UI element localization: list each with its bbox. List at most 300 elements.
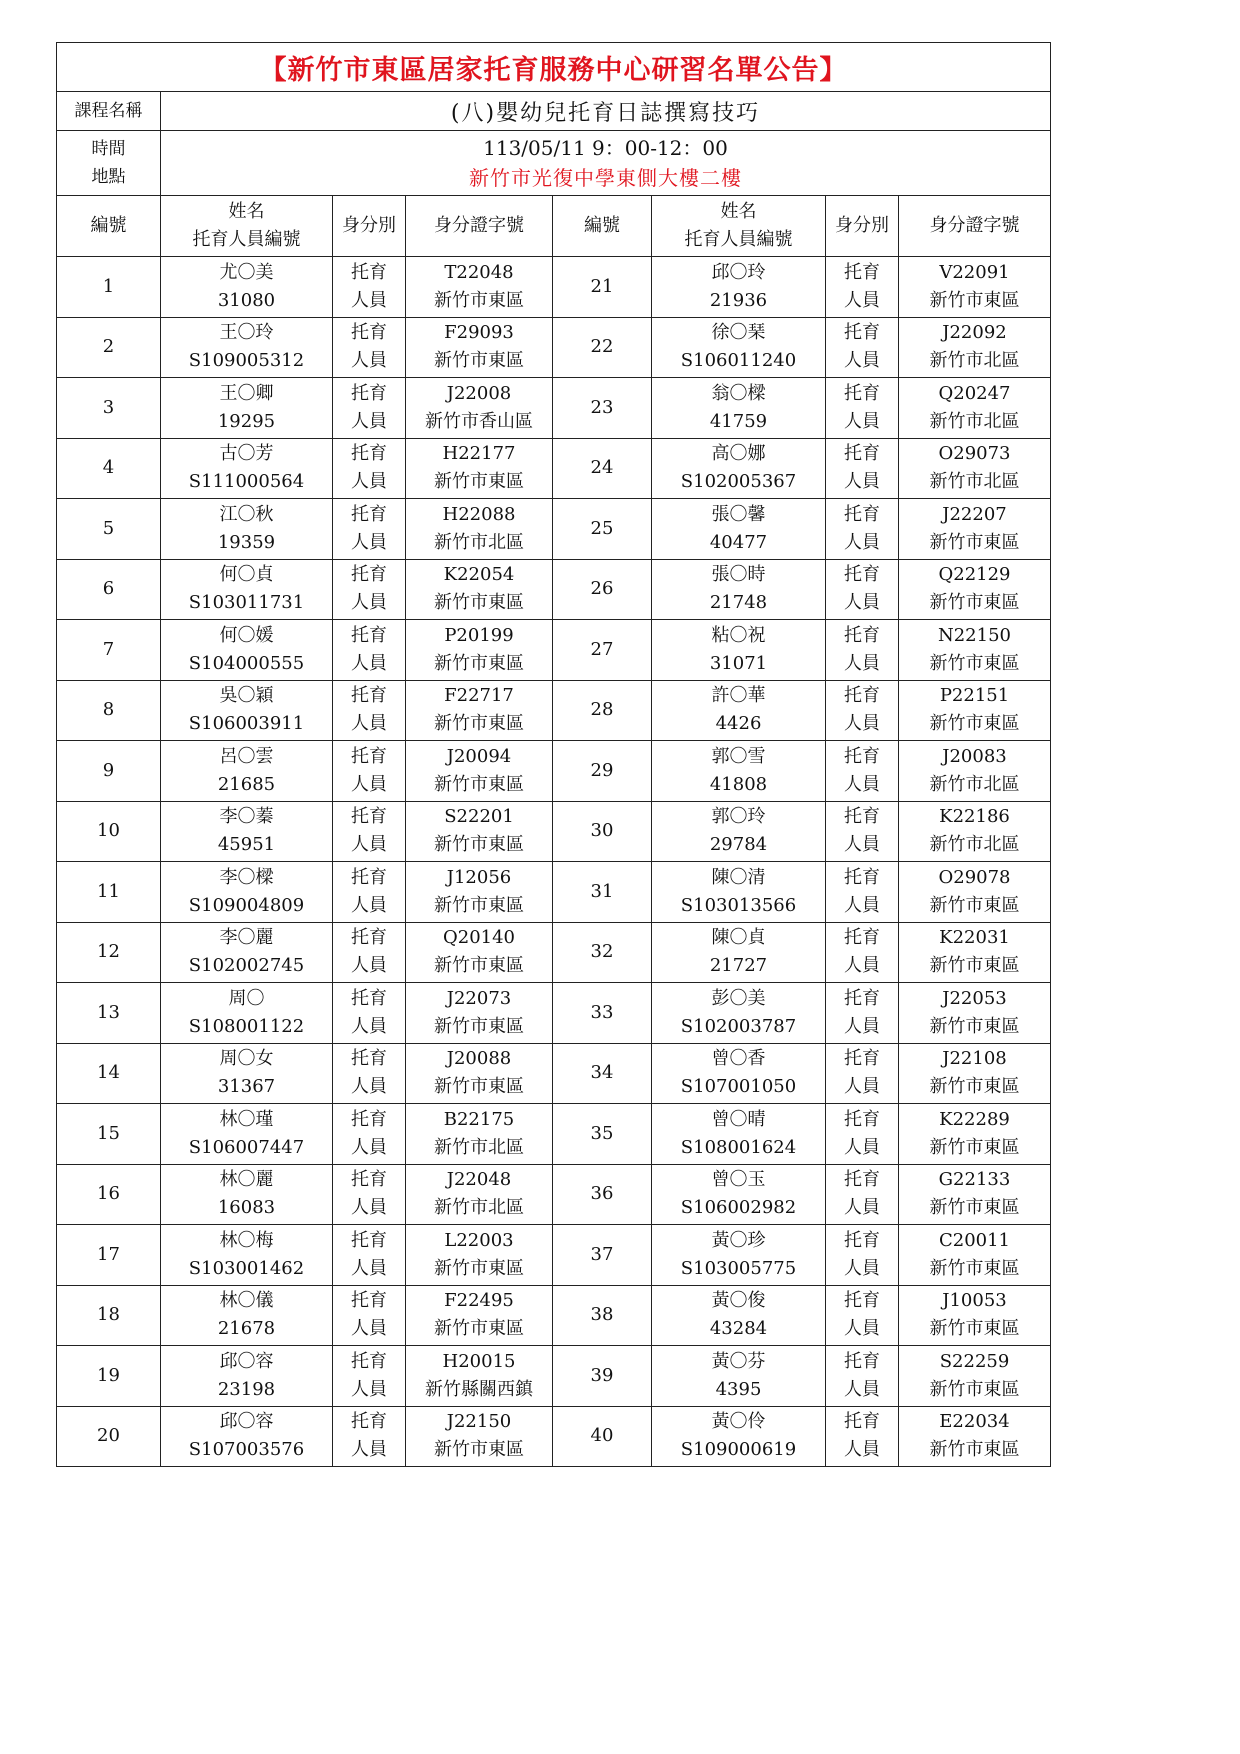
entry-id-cell — [406, 1346, 553, 1407]
entry-number — [57, 257, 161, 318]
entry-identity-cell — [826, 378, 899, 439]
entry-identity-line2: 人員 — [351, 1318, 387, 1340]
table-row — [57, 1043, 1051, 1104]
entry-identity-line2: 人員 — [844, 1378, 880, 1400]
entry-number-text: 4 — [102, 457, 115, 479]
entry-name-cell — [161, 1164, 333, 1225]
entry-number-text: 28 — [590, 699, 614, 721]
entry-id-cell — [406, 1285, 553, 1346]
entry-region: 新竹市東區 — [929, 289, 1020, 311]
header-number-left: 編號 — [57, 196, 161, 257]
entry-number — [57, 741, 161, 802]
entry-staff-id: 16083 — [217, 1197, 276, 1219]
entry-number-text: 37 — [590, 1243, 614, 1265]
entry-identity-line1: 托育 — [844, 1229, 880, 1251]
entry-region: 新竹市東區 — [929, 894, 1020, 916]
entry-identity-line1: 托育 — [351, 1411, 387, 1433]
entry-name-cell — [652, 1285, 826, 1346]
entry-name: 呂〇雲 — [219, 745, 274, 767]
entry-name: 曾〇玉 — [711, 1169, 766, 1191]
entry-identity-line2: 人員 — [351, 410, 387, 432]
entry-identity-line1: 托育 — [351, 987, 387, 1009]
entry-identity-line2: 人員 — [351, 592, 387, 614]
entry-number-text: 10 — [97, 820, 120, 842]
entry-id-code: K22054 — [443, 564, 515, 586]
entry-number-text: 22 — [590, 336, 614, 358]
entry-number-text: 12 — [97, 941, 120, 963]
entry-id-code: J20094 — [446, 745, 512, 767]
entry-name-cell — [652, 1346, 826, 1407]
entry-id-cell — [406, 741, 553, 802]
entry-name: 郭〇玲 — [711, 806, 766, 828]
course-row — [57, 92, 1051, 131]
entry-staff-id: S107003576 — [188, 1439, 305, 1461]
entry-staff-id: 31080 — [217, 289, 276, 311]
table-row — [57, 801, 1051, 862]
entry-identity-line2: 人員 — [351, 773, 387, 795]
entry-name: 徐〇琹 — [711, 322, 766, 344]
entry-number-text: 6 — [102, 578, 115, 600]
time-value: 113/05/11 9：00-12：00 — [483, 136, 728, 160]
table-row — [57, 741, 1051, 802]
entry-id-cell — [899, 1043, 1051, 1104]
entry-identity-cell — [333, 378, 406, 439]
entry-identity-line1: 托育 — [844, 866, 880, 888]
entry-name-cell — [161, 1285, 333, 1346]
entry-number-text: 27 — [590, 638, 614, 660]
entry-identity-cell — [333, 680, 406, 741]
entry-identity-cell — [333, 801, 406, 862]
entry-id-code: J10053 — [942, 1290, 1007, 1312]
entry-identity-line2: 人員 — [351, 1257, 387, 1279]
entry-region: 新竹市東區 — [929, 713, 1020, 735]
entry-region: 新竹市東區 — [434, 350, 524, 372]
entry-region: 新竹市北區 — [929, 471, 1020, 493]
entry-identity-line1: 托育 — [844, 624, 880, 646]
entry-number — [553, 1104, 652, 1165]
entry-name-cell — [652, 862, 826, 923]
entry-number — [553, 438, 652, 499]
entry-number — [57, 862, 161, 923]
entry-id-cell — [406, 378, 553, 439]
entry-staff-id: S103005775 — [680, 1257, 797, 1279]
entry-number-text: 19 — [97, 1364, 120, 1386]
time-label: 時間 — [91, 139, 126, 159]
entry-id-code: K22186 — [939, 806, 1010, 828]
entry-identity-line2: 人員 — [844, 1439, 880, 1461]
entry-name-cell — [652, 983, 826, 1044]
entry-region: 新竹市東區 — [434, 1015, 524, 1037]
entry-identity-line2: 人員 — [844, 773, 880, 795]
table-row — [57, 499, 1051, 560]
entry-number — [553, 922, 652, 983]
time-place-label-cell — [57, 131, 161, 196]
entry-staff-id: S106003911 — [188, 713, 305, 735]
entry-id-cell — [899, 801, 1051, 862]
entry-name: 郭〇雪 — [711, 745, 766, 767]
entry-identity-cell — [826, 499, 899, 560]
entry-name-cell — [161, 1406, 333, 1467]
entry-number — [553, 378, 652, 439]
entry-identity-cell — [333, 438, 406, 499]
entry-region: 新竹市東區 — [929, 1439, 1020, 1461]
entry-name-cell — [652, 922, 826, 983]
entry-number-text: 30 — [590, 820, 614, 842]
entry-region: 新竹市東區 — [929, 1015, 1020, 1037]
entry-identity-cell — [826, 922, 899, 983]
entry-number-text: 35 — [590, 1122, 614, 1144]
entry-name: 吳〇穎 — [219, 685, 274, 707]
entry-identity-line1: 托育 — [844, 927, 880, 949]
entry-number-text: 24 — [590, 457, 614, 479]
entry-staff-id: S107001050 — [680, 1076, 797, 1098]
header-id-number-right: 身分證字號 — [899, 196, 1051, 257]
entry-identity-line2: 人員 — [844, 350, 880, 372]
entry-identity-line2: 人員 — [844, 1076, 880, 1098]
entry-identity-line2: 人員 — [844, 531, 880, 553]
entry-region: 新竹市東區 — [929, 1136, 1020, 1158]
entry-number — [553, 801, 652, 862]
entry-region: 新竹市北區 — [929, 834, 1020, 856]
entry-id-code: J22048 — [446, 1169, 512, 1191]
entry-number-text: 2 — [102, 336, 115, 358]
entry-id-code: E22034 — [939, 1411, 1010, 1433]
entry-number — [57, 983, 161, 1044]
entry-region: 新竹市東區 — [929, 592, 1020, 614]
entry-identity-cell — [826, 1104, 899, 1165]
table-row — [57, 1346, 1051, 1407]
entry-name: 林〇儀 — [219, 1290, 274, 1312]
entry-number — [553, 741, 652, 802]
entry-identity-line2: 人員 — [351, 1136, 387, 1158]
entry-staff-id: S109004809 — [188, 894, 305, 916]
entry-staff-id: S109005312 — [188, 350, 305, 372]
entry-name: 黃〇俊 — [711, 1290, 766, 1312]
entry-number — [553, 559, 652, 620]
entry-identity-line1: 托育 — [844, 1169, 880, 1191]
entry-identity-line1: 托育 — [351, 866, 387, 888]
entry-name-cell — [652, 378, 826, 439]
entry-name: 黃〇伶 — [711, 1411, 766, 1433]
entry-staff-id: 29784 — [709, 834, 768, 856]
entry-number-text: 38 — [590, 1304, 614, 1326]
entry-id-code: J22073 — [446, 987, 512, 1009]
title-row — [57, 43, 1051, 92]
entry-identity-cell — [333, 862, 406, 923]
entry-number-text: 13 — [97, 1001, 120, 1023]
entry-identity-cell — [826, 1285, 899, 1346]
entry-identity-cell — [826, 257, 899, 318]
entry-identity-line1: 托育 — [351, 745, 387, 767]
entry-id-cell — [899, 983, 1051, 1044]
entry-number-text: 34 — [590, 1062, 614, 1084]
entry-identity-line1: 托育 — [351, 1350, 387, 1372]
entry-region: 新竹市東區 — [434, 1257, 524, 1279]
entry-identity-cell — [333, 257, 406, 318]
entry-number-text: 20 — [97, 1425, 120, 1447]
entry-id-code: H22177 — [442, 443, 516, 465]
entry-identity-line1: 托育 — [844, 1350, 880, 1372]
entry-number — [57, 438, 161, 499]
entry-id-cell — [899, 378, 1051, 439]
entry-region: 新竹市東區 — [929, 1318, 1020, 1340]
entry-identity-line2: 人員 — [844, 834, 880, 856]
entry-staff-id: S109000619 — [680, 1439, 797, 1461]
entry-identity-line2: 人員 — [844, 1197, 880, 1219]
entry-id-cell — [406, 620, 553, 681]
entry-name-cell — [161, 499, 333, 560]
entry-number — [57, 317, 161, 378]
entry-id-code: S22201 — [444, 806, 514, 828]
entry-name-cell — [652, 801, 826, 862]
time-place-row — [57, 131, 1051, 196]
course-name: (八)嬰幼兒托育日誌撰寫技巧 — [161, 92, 1051, 131]
place-label: 地點 — [91, 167, 126, 187]
entry-staff-id: S106002982 — [680, 1197, 797, 1219]
table-row — [57, 1285, 1051, 1346]
entry-id-code: P20199 — [444, 624, 514, 646]
entry-region: 新竹市北區 — [929, 773, 1020, 795]
entry-number — [57, 1043, 161, 1104]
table-row — [57, 620, 1051, 681]
entry-name: 何〇貞 — [219, 564, 274, 586]
entry-name: 粘〇祝 — [711, 624, 766, 646]
header-id-number-left: 身分證字號 — [406, 196, 553, 257]
entry-number-text: 21 — [590, 275, 614, 297]
table-row — [57, 438, 1051, 499]
entry-id-code: J20083 — [942, 745, 1007, 767]
entry-identity-cell — [826, 317, 899, 378]
entry-region: 新竹市東區 — [434, 289, 524, 311]
time-place-value-cell — [161, 131, 1051, 196]
entry-name: 彭〇美 — [711, 987, 766, 1009]
table-row — [57, 317, 1051, 378]
entry-name: 邱〇容 — [219, 1350, 274, 1372]
entry-number-text: 17 — [97, 1243, 120, 1265]
entry-name-cell — [161, 862, 333, 923]
entry-name-cell — [652, 1164, 826, 1225]
entry-region: 新竹市東區 — [434, 592, 524, 614]
entry-identity-line1: 托育 — [351, 443, 387, 465]
entry-name: 林〇麗 — [219, 1169, 274, 1191]
table-row — [57, 559, 1051, 620]
entry-id-code: B22175 — [443, 1108, 515, 1130]
entry-name: 李〇麗 — [219, 927, 274, 949]
entry-identity-cell — [333, 741, 406, 802]
entry-name-cell — [652, 620, 826, 681]
entry-staff-id: 21685 — [217, 773, 276, 795]
entry-name-cell — [161, 1225, 333, 1286]
entry-number — [57, 499, 161, 560]
entry-id-cell — [899, 1406, 1051, 1467]
entry-id-cell — [406, 922, 553, 983]
entry-name-cell — [652, 1104, 826, 1165]
entry-identity-cell — [333, 559, 406, 620]
header-name: 姓名 — [228, 201, 265, 222]
entry-id-cell — [899, 317, 1051, 378]
entry-number-text: 25 — [590, 517, 614, 539]
entry-staff-id: S106007447 — [188, 1136, 305, 1158]
entry-staff-id: S103011731 — [188, 592, 305, 614]
entry-identity-line2: 人員 — [351, 289, 387, 311]
entry-region: 新竹市東區 — [434, 894, 524, 916]
entry-staff-id: S103001462 — [188, 1257, 305, 1279]
course-label: 課程名稱 — [57, 92, 161, 131]
entry-identity-line2: 人員 — [351, 834, 387, 856]
entry-staff-id: 21936 — [709, 289, 768, 311]
entry-region: 新竹市北區 — [929, 350, 1020, 372]
entry-id-code: O29078 — [938, 866, 1011, 888]
entry-name-cell — [161, 741, 333, 802]
table-row — [57, 1406, 1051, 1467]
header-identity-left: 身分別 — [333, 196, 406, 257]
entry-identity-line1: 托育 — [844, 1290, 880, 1312]
entry-number-text: 9 — [102, 759, 115, 781]
entry-id-code: J22053 — [942, 987, 1007, 1009]
entry-region: 新竹縣關西鎮 — [425, 1378, 533, 1400]
entry-region: 新竹市東區 — [434, 773, 524, 795]
entry-staff-id: S104000555 — [188, 652, 305, 674]
entry-id-code: J22207 — [942, 503, 1007, 525]
entry-id-code: V22091 — [939, 261, 1010, 283]
entry-region: 新竹市東區 — [929, 955, 1020, 977]
entry-number-text: 14 — [97, 1062, 120, 1084]
entry-name-cell — [161, 378, 333, 439]
entry-region: 新竹市東區 — [929, 1257, 1020, 1279]
entry-name: 曾〇香 — [711, 1048, 766, 1070]
entry-number-text: 3 — [102, 396, 115, 418]
entry-region: 新竹市北區 — [434, 1136, 524, 1158]
entry-staff-id: S102002745 — [188, 955, 305, 977]
entry-identity-line1: 托育 — [351, 624, 387, 646]
entry-name-cell — [652, 438, 826, 499]
entry-identity-line1: 托育 — [351, 1048, 387, 1070]
entry-identity-cell — [333, 1285, 406, 1346]
entry-identity-cell — [826, 801, 899, 862]
entry-number — [553, 317, 652, 378]
entry-id-cell — [406, 257, 553, 318]
entry-number — [57, 680, 161, 741]
entry-identity-line2: 人員 — [844, 592, 880, 614]
entry-id-cell — [899, 1346, 1051, 1407]
entry-identity-line2: 人員 — [844, 1136, 880, 1158]
entry-number — [553, 983, 652, 1044]
entry-name: 何〇媛 — [219, 624, 274, 646]
entry-id-code: H20015 — [442, 1350, 516, 1372]
entry-identity-line1: 托育 — [351, 564, 387, 586]
entry-number — [57, 922, 161, 983]
entry-id-code: L22003 — [444, 1229, 514, 1251]
entry-name: 王〇卿 — [219, 382, 274, 404]
entry-staff-id: 4395 — [715, 1378, 762, 1400]
entry-name-cell — [161, 559, 333, 620]
entry-staff-id: 19295 — [217, 410, 276, 432]
header-number-right: 編號 — [553, 196, 652, 257]
table-row — [57, 680, 1051, 741]
entry-number-text: 11 — [97, 880, 120, 902]
entry-name-cell — [652, 680, 826, 741]
entry-identity-cell — [826, 559, 899, 620]
entry-identity-line1: 托育 — [351, 1290, 387, 1312]
entry-number-text: 7 — [102, 638, 115, 660]
entry-id-cell — [899, 680, 1051, 741]
entry-identity-cell — [826, 862, 899, 923]
entry-identity-line2: 人員 — [844, 894, 880, 916]
entry-identity-cell — [826, 1043, 899, 1104]
entry-id-code: J12056 — [446, 866, 512, 888]
entry-number — [553, 680, 652, 741]
entry-staff-id: 21678 — [217, 1318, 276, 1340]
entry-number-text: 18 — [97, 1304, 120, 1326]
entry-identity-line1: 托育 — [844, 382, 880, 404]
entry-number — [57, 1346, 161, 1407]
entry-name-cell — [161, 922, 333, 983]
entry-region: 新竹市東區 — [434, 1076, 524, 1098]
entry-identity-cell — [826, 1406, 899, 1467]
entry-identity-cell — [826, 741, 899, 802]
entry-name: 曾〇晴 — [711, 1108, 766, 1130]
header-staff-id: 托育人員編號 — [192, 229, 301, 250]
entry-number — [553, 1043, 652, 1104]
entry-identity-line1: 托育 — [844, 745, 880, 767]
entry-identity-line1: 托育 — [351, 806, 387, 828]
entry-name: 林〇瑾 — [219, 1108, 274, 1130]
entry-region: 新竹市東區 — [434, 955, 524, 977]
entry-identity-line2: 人員 — [844, 652, 880, 674]
entry-staff-id: 41759 — [709, 410, 768, 432]
entry-number-text: 29 — [590, 759, 614, 781]
entry-id-cell — [406, 438, 553, 499]
entry-id-cell — [406, 680, 553, 741]
entry-name-cell — [161, 680, 333, 741]
entry-name: 李〇樑 — [219, 866, 274, 888]
entry-number-text: 5 — [102, 517, 115, 539]
entry-id-code: Q22129 — [938, 564, 1011, 586]
entry-id-cell — [406, 1225, 553, 1286]
entry-identity-line1: 托育 — [844, 1048, 880, 1070]
entry-identity-line1: 托育 — [351, 503, 387, 525]
entry-region: 新竹市東區 — [434, 471, 524, 493]
entry-region: 新竹市東區 — [434, 713, 524, 735]
entry-staff-id: 31367 — [217, 1076, 276, 1098]
entry-number-text: 15 — [97, 1122, 120, 1144]
entry-identity-line2: 人員 — [844, 955, 880, 977]
entry-number — [553, 257, 652, 318]
entry-number — [553, 1285, 652, 1346]
entry-id-code: J22092 — [942, 322, 1007, 344]
entry-number-text: 39 — [590, 1364, 614, 1386]
column-header-row — [57, 196, 1051, 257]
entry-id-code: F29093 — [444, 322, 514, 344]
entry-number — [57, 559, 161, 620]
entry-identity-line2: 人員 — [351, 350, 387, 372]
entry-number — [553, 862, 652, 923]
table-row — [57, 1164, 1051, 1225]
entry-identity-line2: 人員 — [351, 471, 387, 493]
entry-identity-cell — [333, 1225, 406, 1286]
entry-number — [553, 620, 652, 681]
entry-name-cell — [161, 1346, 333, 1407]
entry-name: 周〇 — [228, 987, 265, 1009]
header-name-left — [161, 196, 333, 257]
entry-id-cell — [406, 1104, 553, 1165]
entry-name: 黃〇芬 — [711, 1350, 766, 1372]
entry-id-code: F22495 — [444, 1290, 514, 1312]
entry-id-cell — [406, 983, 553, 1044]
entry-name: 江〇秋 — [219, 503, 274, 525]
entry-name-cell — [161, 801, 333, 862]
entry-id-cell — [406, 559, 553, 620]
